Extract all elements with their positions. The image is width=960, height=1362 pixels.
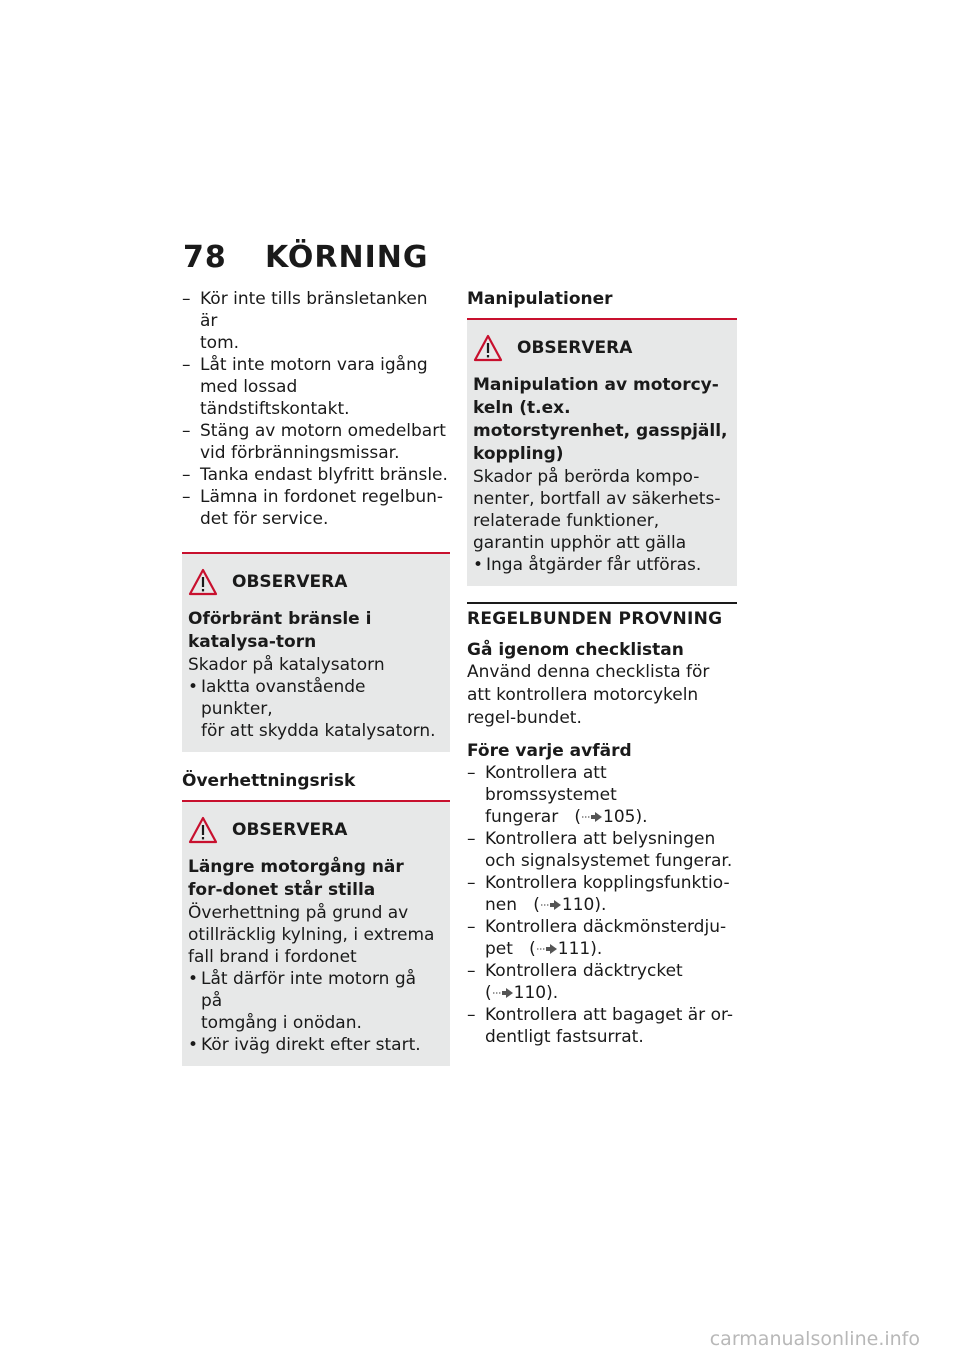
checklist bbox=[467, 762, 737, 1048]
warning-title: OBSERVERA bbox=[517, 338, 633, 358]
checklist-intro: Använd denna checklista för att kontrollera motorcykeln regel-bundet. bbox=[467, 662, 710, 728]
subsection-title-checklist: Gå igenom checklistan bbox=[467, 640, 684, 660]
page-reference[interactable]: ( 111). bbox=[529, 939, 603, 959]
right-column bbox=[467, 288, 737, 1048]
list-item: – Låt inte motorn vara igång med lossad tändstiftskontakt. bbox=[182, 354, 450, 420]
list-item: – Stäng av motorn omedelbart vid förbränningsmissar. bbox=[182, 420, 450, 464]
page-reference[interactable]: ( 110). bbox=[485, 983, 559, 1003]
subsection-title-before-ride: Före varje avfärd bbox=[467, 741, 632, 761]
section-title-inspection: REGELBUNDEN PROVNING bbox=[467, 609, 723, 629]
list-item: – Kontrollera kopplingsfunktio- nen ( 110). bbox=[467, 872, 737, 916]
warning-bullet: • Låt därför inte motorn gå på tomgång i onödan. bbox=[188, 968, 442, 1034]
warning-bullet: • Inga åtgärder får utföras. bbox=[473, 554, 729, 576]
warning-box-fuel bbox=[182, 552, 450, 752]
page-reference[interactable]: ( 105). bbox=[574, 807, 648, 827]
list-item: – Kontrollera däcktrycket ( 110). bbox=[467, 960, 737, 1004]
section-title-manipulation: Manipulationer bbox=[467, 289, 613, 309]
dash-list bbox=[182, 288, 450, 530]
section-title-overheating: Överhettningsrisk bbox=[182, 771, 356, 791]
warning-subject: Oförbränt bränsle i katalysa-torn bbox=[188, 609, 372, 652]
watermark: carmanualsonline.info bbox=[709, 1328, 920, 1350]
list-item: – Kör inte tills bränsletanken är tom. bbox=[182, 288, 450, 354]
warning-header bbox=[473, 334, 729, 362]
page-reference[interactable]: ( 110). bbox=[533, 895, 607, 915]
list-item: – Lämna in fordonet regelbun- det för service. bbox=[182, 486, 450, 530]
list-item: – Kontrollera att bagaget är or- dentligt fastsurrat. bbox=[467, 1004, 737, 1048]
warning-bullet: • Iaktta ovanstående punkter, för att skydda katalysatorn. bbox=[188, 676, 442, 742]
list-item: – Kontrollera att belysningen och signalsystemet fungerar. bbox=[467, 828, 737, 872]
warning-triangle-icon bbox=[188, 816, 218, 844]
warning-body: Överhettning på grund av otillräcklig kylning, i extrema fall brand i fordonet bbox=[188, 903, 435, 967]
warning-triangle-icon bbox=[473, 334, 503, 362]
warning-title: OBSERVERA bbox=[232, 572, 348, 592]
page-ref-arrow-icon bbox=[540, 899, 562, 911]
warning-header bbox=[188, 816, 442, 844]
page-ref-arrow-icon bbox=[581, 811, 603, 823]
page-number: 78 bbox=[183, 240, 227, 275]
warning-box-manipulation bbox=[467, 318, 737, 586]
warning-subject: Längre motorgång när for-donet står stilla bbox=[188, 857, 404, 900]
warning-triangle-icon bbox=[188, 568, 218, 596]
list-item: – Kontrollera att bromssystemet fungerar ( 105). bbox=[467, 762, 737, 828]
list-item: – Tanka endast blyfritt bränsle. bbox=[182, 464, 450, 486]
section-divider bbox=[467, 602, 737, 604]
warning-body: Skador på katalysatorn bbox=[188, 655, 385, 675]
page-ref-arrow-icon bbox=[492, 987, 514, 999]
left-column bbox=[182, 288, 450, 1066]
list-item: – Kontrollera däckmönsterdju- pet ( 111). bbox=[467, 916, 737, 960]
warning-body: Skador på berörda kompo-nenter, bortfall av säkerhets-relaterade funktioner, garantin upphör att gälla bbox=[473, 467, 721, 553]
page-header bbox=[183, 240, 429, 275]
warning-bullet: • Kör iväg direkt efter start. bbox=[188, 1034, 442, 1056]
chapter-title: KÖRNING bbox=[265, 240, 429, 275]
page-ref-arrow-icon bbox=[536, 943, 558, 955]
warning-subject: Manipulation av motorcy-keln (t.ex. motorstyrenhet, gasspjäll, koppling) bbox=[473, 375, 728, 464]
warning-header bbox=[188, 568, 442, 596]
warning-title: OBSERVERA bbox=[232, 820, 348, 840]
warning-box-overheating bbox=[182, 800, 450, 1066]
